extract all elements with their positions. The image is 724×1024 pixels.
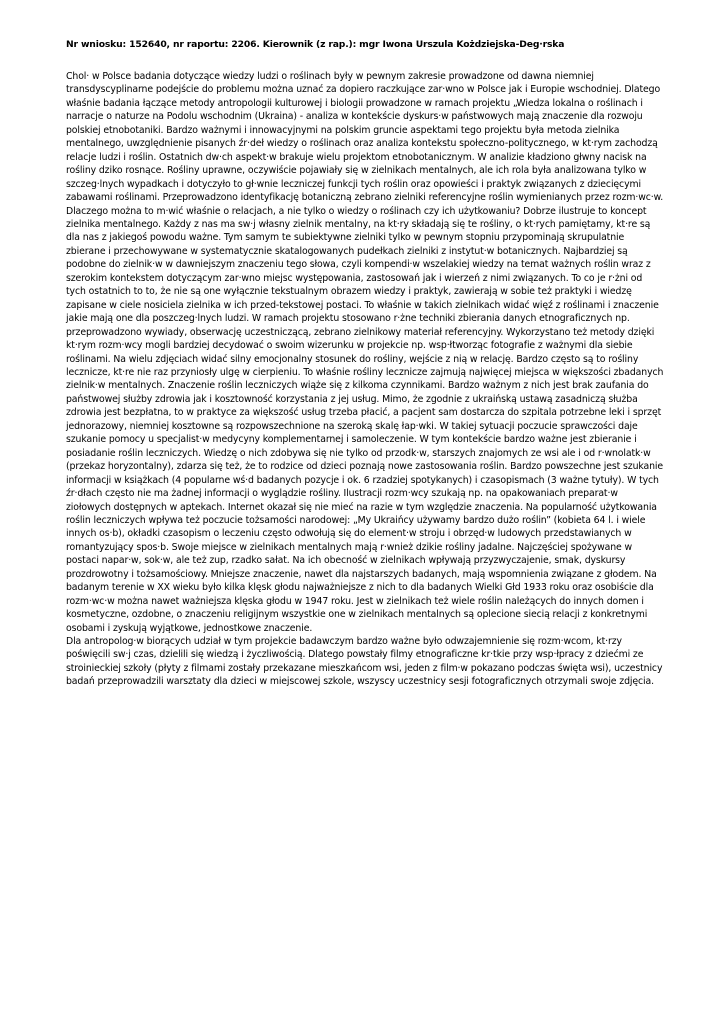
document-page: [66, 38, 664, 689]
paragraph-1: Chol· w Polsce badania dotyczące wiedzy ludzi o roślinach były w pewnym zakresie prowadzone od dawna niemniej transdyscyplinarne podejście do problemu można uznać za dopiero raczkujące zar·wno w Polsce jak i Europie wschodniej. Dlatego właśnie badania łączące metody antropologii kulturowej i biologii prowadzone w ramach projektu „Wiedza lokalna o roślinach i narracje o naturze na Podolu wschodnim (Ukraina) - analiza w kontekście dyskurs·w państwowych mają znaczenie dla rozwoju polskiej etnobotaniki. Bardzo ważnymi i innowacyjnymi na polskim gruncie aspektami tego projektu była metoda zielnika mentalnego, uwzględnienie pisanych źr·deł wiedzy o roślinach oraz analiza kontekstu społeczno-politycznego, w kt·rym zachodzą relacje ludzi i roślin. Ostatnich dw·ch aspekt·w brakuje wielu projektom etnobotanicznym. W analizie kładziono głwny nacisk na rośliny dziko rosnące. Rośliny uprawne, oczywiście pojawiały się w zielnikach mentalnych, ale ich rola była analizowana tylko w szczeg·lnych wypadkach i dotyczyło to gł·wnie leczniczej funkcji tych roślin oraz opowieści i praktyk związanych z dziecięcymi zabawami roślinami. Przeprowadzono identyfikację botaniczną zebrano zielniki referencyjne roślin wymienianych przez rozm·wc·w. Dlaczego można to m·wić właśnie o relacjach, a nie tylko o wiedzy o roślinach czy ich użytkowaniu? Dobrze ilustruje to koncept zielnika mentalnego. Każdy z nas ma sw·j własny zielnik mentalny, na kt·ry składają się te rośliny, o kt·rych pamiętamy, kt·re są dla nas z jakiegoś powodu ważne. Tym samym te subiektywne zielniki tylko w pewnym stopniu przypominają skrupulatnie zbierane i przechowywane w systematycznie skatalogowanych pudełkach zielniki z instytut·w botanicznych. Najbardziej są podobne do zielnik·w w dawniejszym znaczeniu tego słowa, czyli kompendi·w wszelakiej wiedzy na temat ważnych roślin wraz z szerokim kontekstem dotyczącym zar·wno miejsc występowania, zastosowań jak i wierzeń z nimi związanych. To co je r·żni od tych ostatnich to to, że nie są one wyłącznie tekstualnym obrazem wiedzy i praktyk, zawierają w sobie też praktyki i wiedzę zapisane w ciele nosiciela zielnika w ich przed-tekstowej postaci. To właśnie w takich zielnikach widać więź z roślinami i znaczenie jakie mają one dla poszczeg·lnych ludzi. W ramach projektu stosowano r·żne techniki zbierania danych etnograficznych np. przeprowadzono wywiady, obserwację uczestniczącą, zebrano zielnikowy materiał referencyjny. Wykorzystano też metody dzięki kt·rym rozm·wcy mogli bardziej decydować o swoim wizerunku w projekcie np. wsp·łtworząc fotografie z ważnymi dla siebie roślinami. Na wielu zdjęciach widać silny emocjonalny stosunek do rośliny, wejście z nią w relację. Bardzo często są to rośliny lecznicze, kt·re nie raz przyniosły ulgę w cierpieniu. To właśnie rośliny lecznicze zajmują najwięcej miejsca w większości zbadanych zielnik·w mentalnych. Znaczenie roślin leczniczych wiąże się z kilkoma czynnikami. Bardzo ważnym z nich jest brak zaufania do państwowej służby zdrowia jak i kosztowność korzystania z jej usług. Mimo, że zgodnie z ukraińską ustawą zasadniczą służba zdrowia jest bezpłatna, to w praktyce za większość usług trzeba płacić, a pacjent sam dostarcza do szpitala potrzebne leki i sprzęt jednorazowy, niemniej kosztowne są rozpowszechnione na szeroką skalę łap·wki. W takiej sytuacji poczucie sprawczości daje szukanie pomocy u specjalist·w medycyny komplementarnej i samoleczenie. W tym kontekście bardzo ważne jest zbieranie i posiadanie roślin leczniczych. Wiedzę o nich zdobywa się nie tylko od przodk·w, starszych znajomych ze wsi ale i od r·wnolatk·w (przekaz horyzontalny), zdarza się też, że to rodzice od dzieci poznają nowe zastosowania roślin. Bardzo powszechne jest szukanie informacji w książkach (4 popularne wś·d badanych pozycje i ok. 6 rzadziej spotykanych) i czasopismach (3 ważne tytuły). W tych źr·dłach często nie ma żadnej informacji o wyglądzie rośliny. Ilustracji rozm·wcy szukają np. na opakowaniach preparat·w ziołowych dostępnych w aptekach. Internet okazał się nie mieć na razie w tym względzie znaczenia. Na popularność użytkowania roślin leczniczych wpływa też poczucie tożsamości narodowej: „My Ukraińcy używamy bardzo dużo roślin” (kobieta 64 l. i wiele innych os·b), okładki czasopism o leczeniu często odwołują się do element·w stroju i obrzęd·w ludowych przedstawianych w romantyzujący spos·b. Swoje miejsce w zielnikach mentalnych mają r·wnież dzikie rośliny jadalne. Najczęściej spożywane w postaci napar·w, sok·w, ale też zup, rzadko sałat. Na ich obecność w zielnikach wpływają przyzwyczajenie, smak, dyskursy prozdrowotny i tożsamościowy. Mniejsze znaczenie, nawet dla najstarszych badanych, mają wspomnienia związane z głodem. Na badanym terenie w XX wieku było kilka klęsk głodu najważniejsze z nich to dla badanych Wielki Głd 1933 roku oraz osobiście dla rozm·wc·w można nawet ważniejsza klęska głodu w 1947 roku. Jest w zielnikach też wiele roślin należących do innych domen i kosmetyczne, ozdobne, o znaczeniu religijnym wszystkie one w zielnikach mentalnych są oplecione siecią relacji z konkretnymi osobami i zyskują wyjątkowe, jednostkowe znaczenie.: [66, 71, 664, 634]
document-body: [66, 70, 664, 689]
paragraph-2: Dla antropolog·w biorących udział w tym projekcie badawczym bardzo ważne było odwzajemnienie się rozm·wcom, kt·rzy poświęcili sw·j czas, dzielili się wiedzą i życzliwością. Dlatego powstały filmy etnograficzne kr·tkie przy wsp·łpracy z dziećmi ze stroinieckiej szkoły (płyty z filmami zostały przekazane mieszkańcom wsi, jeden z film·w pokazano podczas święta wsi), uczestnicy badań przeprowadzili warsztaty dla dzieci w miejscowej szkole, wszyscy uczestnicy sesji fotograficznych otrzymali swoje zdjęcia.: [66, 636, 663, 688]
document-header: Nr wniosku: 152640, nr raportu: 2206. Kierownik (z rap.): mgr Iwona Urszula Kożdziejska-Deg·rska: [66, 39, 565, 50]
